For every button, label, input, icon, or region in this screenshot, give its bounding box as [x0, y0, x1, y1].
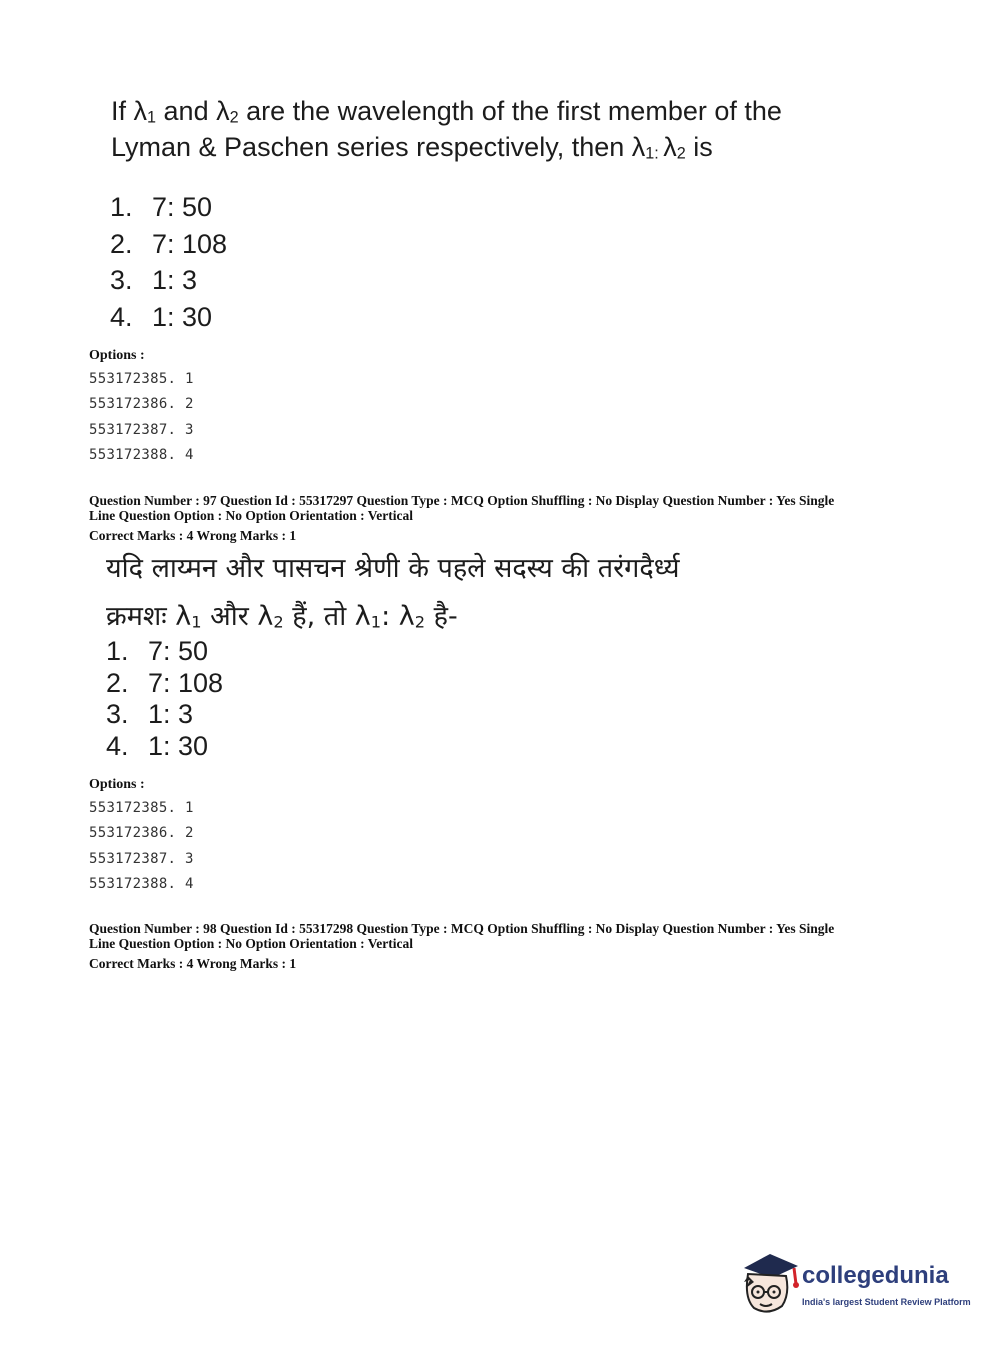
option-id: 553172387. 3: [89, 421, 194, 438]
mascot-icon: [740, 1250, 802, 1318]
choice-text: 7: 108: [152, 228, 228, 259]
question-97-hindi-line-2: [106, 596, 458, 633]
marks-line: Correct Marks : 4 Wrong Marks : 1: [89, 528, 297, 543]
choice-item: [106, 731, 223, 763]
subscript: 2: [229, 108, 239, 127]
option-id: 553172388. 4: [89, 446, 194, 463]
question-96-line-2: [111, 129, 782, 165]
choice-item: [110, 299, 227, 336]
text-segment: If: [111, 96, 134, 126]
question-96-choices: [110, 189, 227, 335]
options-label: Options :: [89, 777, 145, 792]
question-96-text: [111, 93, 782, 165]
text-segment: और: [201, 601, 258, 632]
meta-line: Line Question Option : No Option Orientation : Vertical: [89, 936, 414, 951]
text-segment: Lyman & Paschen series respectively, then: [111, 132, 632, 162]
choice-item: [110, 226, 227, 263]
choice-number: 4.: [110, 301, 133, 332]
subscript: 1: [191, 612, 202, 632]
text-segment: क्रमशः: [106, 601, 176, 632]
choice-number: 3.: [106, 699, 129, 729]
collegedunia-logo: [740, 1250, 970, 1320]
text-segment: है-: [425, 601, 458, 632]
lambda-symbol: λ: [175, 601, 192, 632]
option-id: 553172386. 2: [89, 825, 194, 842]
text-segment: are the wavelength of the first member of the: [238, 96, 782, 126]
choice-text: 1: 3: [152, 265, 198, 295]
option-id: 553172388. 4: [89, 875, 194, 892]
meta-line: Line Question Option : No Option Orientation : Vertical: [89, 508, 414, 523]
question-97-options: [89, 776, 194, 897]
lambda-symbol: λ: [354, 601, 371, 632]
text-segment: is: [685, 132, 713, 162]
choice-text: 1: 30: [148, 730, 209, 761]
question-96-options: [89, 347, 194, 468]
lambda-symbol: λ: [398, 601, 415, 632]
choice-item: [110, 262, 227, 299]
option-id: 553172385. 1: [89, 800, 194, 816]
choice-item: [110, 189, 227, 226]
choice-number: 1.: [106, 636, 129, 666]
question-97-hindi-line-1: यदि लाय्मन और पासचन श्रेणी के पहले सदस्य की तरंगदैर्ध्य: [106, 553, 680, 584]
choice-text: 1: 30: [152, 301, 213, 332]
choice-item: [106, 699, 223, 731]
lambda-symbol: λ: [133, 96, 148, 126]
text-segment: हैं, तो: [283, 601, 355, 632]
lambda-symbol: λ: [663, 132, 677, 162]
meta-line: Question Number : 98 Question Id : 55317298 Question Type : MCQ Option Shuffling : No Display Question Number : Yes Single: [89, 921, 835, 936]
meta-line: Question Number : 97 Question Id : 55317297 Question Type : MCQ Option Shuffling : No Display Question Number : Yes Single: [89, 493, 835, 508]
choice-text: 1: 3: [148, 699, 194, 729]
lambda-symbol: λ: [216, 96, 230, 126]
subscript: 1: [370, 612, 382, 632]
choice-number: 4.: [106, 730, 129, 761]
choice-number: 1.: [110, 192, 133, 222]
option-id: 553172385. 1: [89, 371, 194, 387]
choice-number: 3.: [110, 265, 133, 295]
lambda-symbol: λ: [257, 601, 274, 632]
question-98-meta: [89, 921, 919, 971]
logo-wordmark: collegedunia: [802, 1262, 949, 1289]
subscript: 1:: [645, 144, 664, 163]
question-97-choices: [106, 636, 223, 762]
question-96-line-1: [111, 93, 782, 129]
subscript: 2: [273, 612, 284, 632]
question-97-meta: [89, 493, 919, 543]
choice-number: 2.: [106, 667, 129, 698]
choice-item: [106, 636, 223, 668]
subscript: 2: [676, 144, 686, 163]
subscript: 1: [147, 108, 157, 127]
text-segment: :: [381, 601, 399, 632]
marks-line: Correct Marks : 4 Wrong Marks : 1: [89, 956, 297, 971]
text-segment: and: [156, 96, 217, 126]
lambda-symbol: λ: [631, 132, 646, 162]
logo-tagline: India's largest Student Review Platform: [802, 1297, 971, 1307]
choice-item: [106, 668, 223, 700]
choice-number: 2.: [110, 228, 133, 259]
choice-text: 7: 50: [148, 636, 209, 666]
option-id: 553172387. 3: [89, 850, 194, 867]
subscript: 2: [414, 612, 426, 632]
choice-text: 7: 108: [148, 667, 224, 698]
option-id: 553172386. 2: [89, 396, 194, 413]
choice-text: 7: 50: [152, 192, 213, 222]
options-label: Options :: [89, 348, 145, 363]
